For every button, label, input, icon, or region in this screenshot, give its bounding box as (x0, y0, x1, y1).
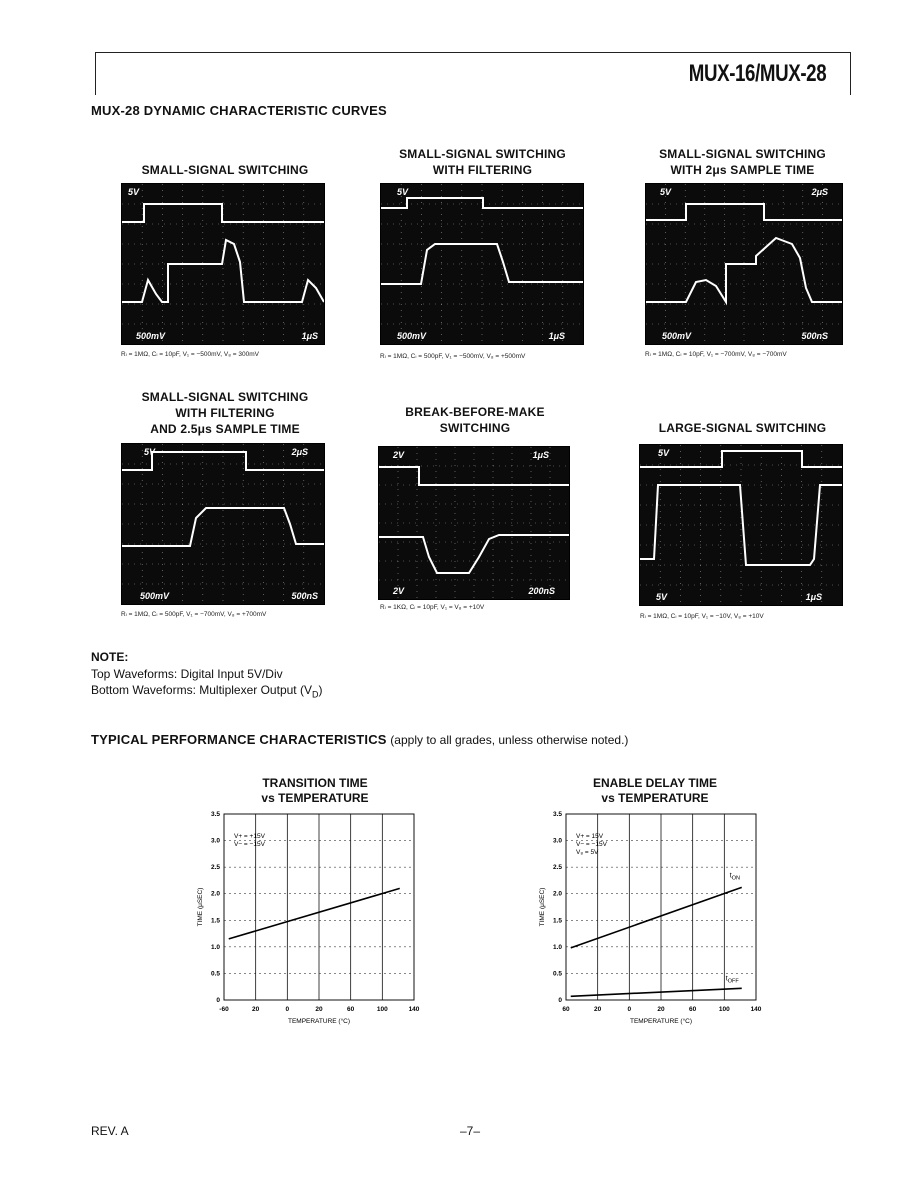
scope-4-screen (121, 443, 325, 605)
chart-2-x-tick-label: 0 (627, 1006, 632, 1013)
chart-2-y-axis-label: TIME (μSEC) (539, 887, 546, 927)
scope-3-bottom-left-label: 500mV (662, 331, 692, 341)
chart-2-y-tick-label: 3.0 (552, 837, 562, 845)
scope-3-top-right-label: 2μS (811, 187, 828, 197)
scope-4-title: SMALL-SIGNAL SWITCHING WITH FILTERING AND 2.5μs SAMPLE TIME (141, 390, 309, 436)
chart-1-x-tick-label: 0 (285, 1006, 290, 1013)
chart-2-x-axis-label: TEMPERATURE (°C) (629, 1018, 693, 1025)
scope-5-trace (379, 447, 569, 599)
scope-2-caption: Rₗ = 1MΩ, Cₗ = 500pF, V₁ = −500mV, V₈ = +500mV (380, 353, 526, 360)
chart-2-series-label-toff: $t_{OFF}$ (725, 975, 739, 985)
chart-1-x-tick-label: 20 (315, 1006, 323, 1013)
section-title: MUX-28 DYNAMIC CHARACTERISTIC CURVES (91, 103, 387, 118)
scope-6-trace (640, 445, 842, 605)
scope-5-title: BREAK-BEFORE-MAKE SWITCHING (405, 405, 545, 435)
scope-4-bottom-right-label: 500nS (291, 591, 318, 601)
scope-4-top-right-label: 2μS (291, 447, 308, 457)
scope-2-bottom-left-label: 500mV (397, 331, 427, 341)
chart-1-y-tick-label: 0 (216, 997, 220, 1004)
chart-2-series-line-1 (571, 988, 742, 996)
scope-5-top-left-label: 2V (393, 450, 405, 460)
chart-1-y-tick-label: 3.0 (210, 837, 220, 845)
scope-1-screen (121, 183, 325, 345)
chart-2-y-tick-label: 1.5 (552, 917, 562, 925)
scope-2-trace (381, 184, 583, 344)
chart-1-series-line-0 (229, 888, 400, 938)
chart-2-y-tick-label: 0 (558, 997, 562, 1004)
chart-1-y-tick-label: 2.0 (210, 890, 220, 898)
chart-1-title: TRANSITION TIME vs TEMPERATURE (261, 776, 369, 805)
scope-3-title: SMALL-SIGNAL SWITCHING WITH 2μs SAMPLE TIME (659, 147, 826, 177)
scope-1-title: SMALL-SIGNAL SWITCHING (141, 163, 309, 177)
chart-1-transition-time (190, 808, 430, 1033)
chart-2-y-tick-label: 1.0 (552, 943, 562, 951)
chart-2-series-line-0 (571, 887, 742, 948)
scope-6-bottom-right-label: 1μS (805, 592, 822, 602)
scope-5-top-right-label: 1μS (532, 450, 549, 460)
footer-rev: REV. A (91, 1124, 129, 1138)
chart-2-x-tick-label: 20 (657, 1006, 665, 1013)
chart-1-x-axis-label: TEMPERATURE (°C) (287, 1018, 351, 1025)
scope-3-top-left-label: 5V (660, 187, 672, 197)
chart-2-y-tick-label: 3.5 (552, 811, 562, 818)
chart-1-x-tick-label: 20 (252, 1006, 260, 1013)
scope-1-bottom-left-label: 500mV (136, 331, 166, 341)
chart-1-y-tick-label: 1.5 (210, 917, 220, 925)
scope-2-screen (380, 183, 584, 345)
chart-2-legend-entry: V− = −15V (576, 841, 607, 848)
chart-1-y-tick-label: 0.5 (210, 970, 220, 978)
chart-2-x-tick-label: 100 (718, 1006, 730, 1013)
chart-2-x-tick-label: 60 (562, 1006, 570, 1013)
chart-2-legend-entry: V+ = 15V (576, 833, 604, 840)
scope-5-bottom-right-label: 200nS (528, 586, 555, 596)
note-title: NOTE: (91, 650, 129, 664)
chart-2-x-tick-label: 140 (750, 1006, 762, 1013)
scope-2-bottom-right-label: 1μS (548, 331, 565, 341)
scope-4-caption: Rₗ = 1MΩ, Cₗ = 500pF, V₁ = −700mV, V₈ = +700mV (121, 611, 267, 618)
chart-2-title: ENABLE DELAY TIME vs TEMPERATURE (592, 776, 718, 805)
scope-1-trace (122, 184, 324, 344)
chart-1-y-tick-label: 3.5 (210, 811, 220, 818)
scope-6-title: LARGE-SIGNAL SWITCHING (658, 421, 827, 435)
scope-4-trace (122, 444, 324, 604)
scope-1-top-left-label: 5V (128, 187, 140, 197)
scope-2-top-left-label: 5V (397, 187, 409, 197)
chart-2-y-tick-label: 2.0 (552, 890, 562, 898)
scope-3-trace (646, 184, 842, 344)
chart-1-y-tick-label: 1.0 (210, 943, 220, 951)
note-line-1: Top Waveforms: Digital Input 5V/Div (91, 667, 283, 681)
chart-1-x-tick-label: 140 (408, 1006, 420, 1013)
scope-5-caption: Rₗ = 1KΩ, Cₗ = 10pF, V₁ = V₈ = +10V (380, 604, 485, 611)
chart-1-x-tick-label: -60 (219, 1006, 229, 1013)
chart-2-y-tick-label: 0.5 (552, 970, 562, 978)
chart-2-x-tick-label: 20 (594, 1006, 602, 1013)
scope-5-bottom-left-label: 2V (393, 586, 405, 596)
scope-4-top-left-label: 5V (144, 447, 156, 457)
note-line-2: Bottom Waveforms: Multiplexer Output $(V_D)$ (91, 683, 323, 700)
chart-1-y-tick-label: 2.5 (210, 864, 220, 872)
scope-1-bottom-right-label: 1μS (301, 331, 318, 341)
scope-6-screen (639, 444, 843, 606)
scope-5-screen (378, 446, 570, 600)
chart-1-legend-entry: V− = −15V (234, 841, 265, 848)
scope-2-title: SMALL-SIGNAL SWITCHING WITH FILTERING (399, 147, 566, 177)
chart-2-y-tick-label: 2.5 (552, 864, 562, 872)
chart-2-x-tick-label: 60 (689, 1006, 697, 1013)
tpc-title: TYPICAL PERFORMANCE CHARACTERISTICS (91, 732, 387, 747)
scope-6-top-left-label: 5V (658, 448, 670, 458)
part-number: MUX-16/MUX-28 (688, 60, 826, 87)
footer-page-number: –7– (460, 1124, 481, 1138)
chart-2-enable-delay (532, 808, 777, 1033)
chart-2-legend-entry: V₈ = 5V (576, 849, 599, 856)
scope-4-bottom-left-label: 500mV (140, 591, 170, 601)
tpc-heading (91, 732, 628, 747)
chart-1-legend-entry: V+ = +15V (234, 833, 265, 840)
tpc-subtitle: (apply to all grades, unless otherwise noted.) (390, 733, 629, 747)
scope-3-caption: Rₗ = 1MΩ, Cₗ = 10pF, V₁ = −700mV, V₈ = −700mV (645, 351, 787, 358)
chart-2-series-label-ton: $t_{ON}$ (729, 872, 740, 882)
scope-1-caption: Rₗ = 1MΩ, Cₗ = 10pF, V₁ = −500mV, V₈ = 300mV (121, 351, 259, 358)
scope-3-screen (645, 183, 843, 345)
scope-6-bottom-left-label: 5V (656, 592, 668, 602)
chart-1-x-tick-label: 100 (376, 1006, 388, 1013)
scope-6-caption: Rₗ = 1MΩ, Cₗ = 10pF, V₁ = −10V, V₈ = +10V (640, 613, 764, 620)
scope-3-bottom-right-label: 500nS (801, 331, 828, 341)
chart-1-y-axis-label: TIME (μSEC) (197, 887, 204, 927)
chart-1-x-tick-label: 60 (347, 1006, 355, 1013)
